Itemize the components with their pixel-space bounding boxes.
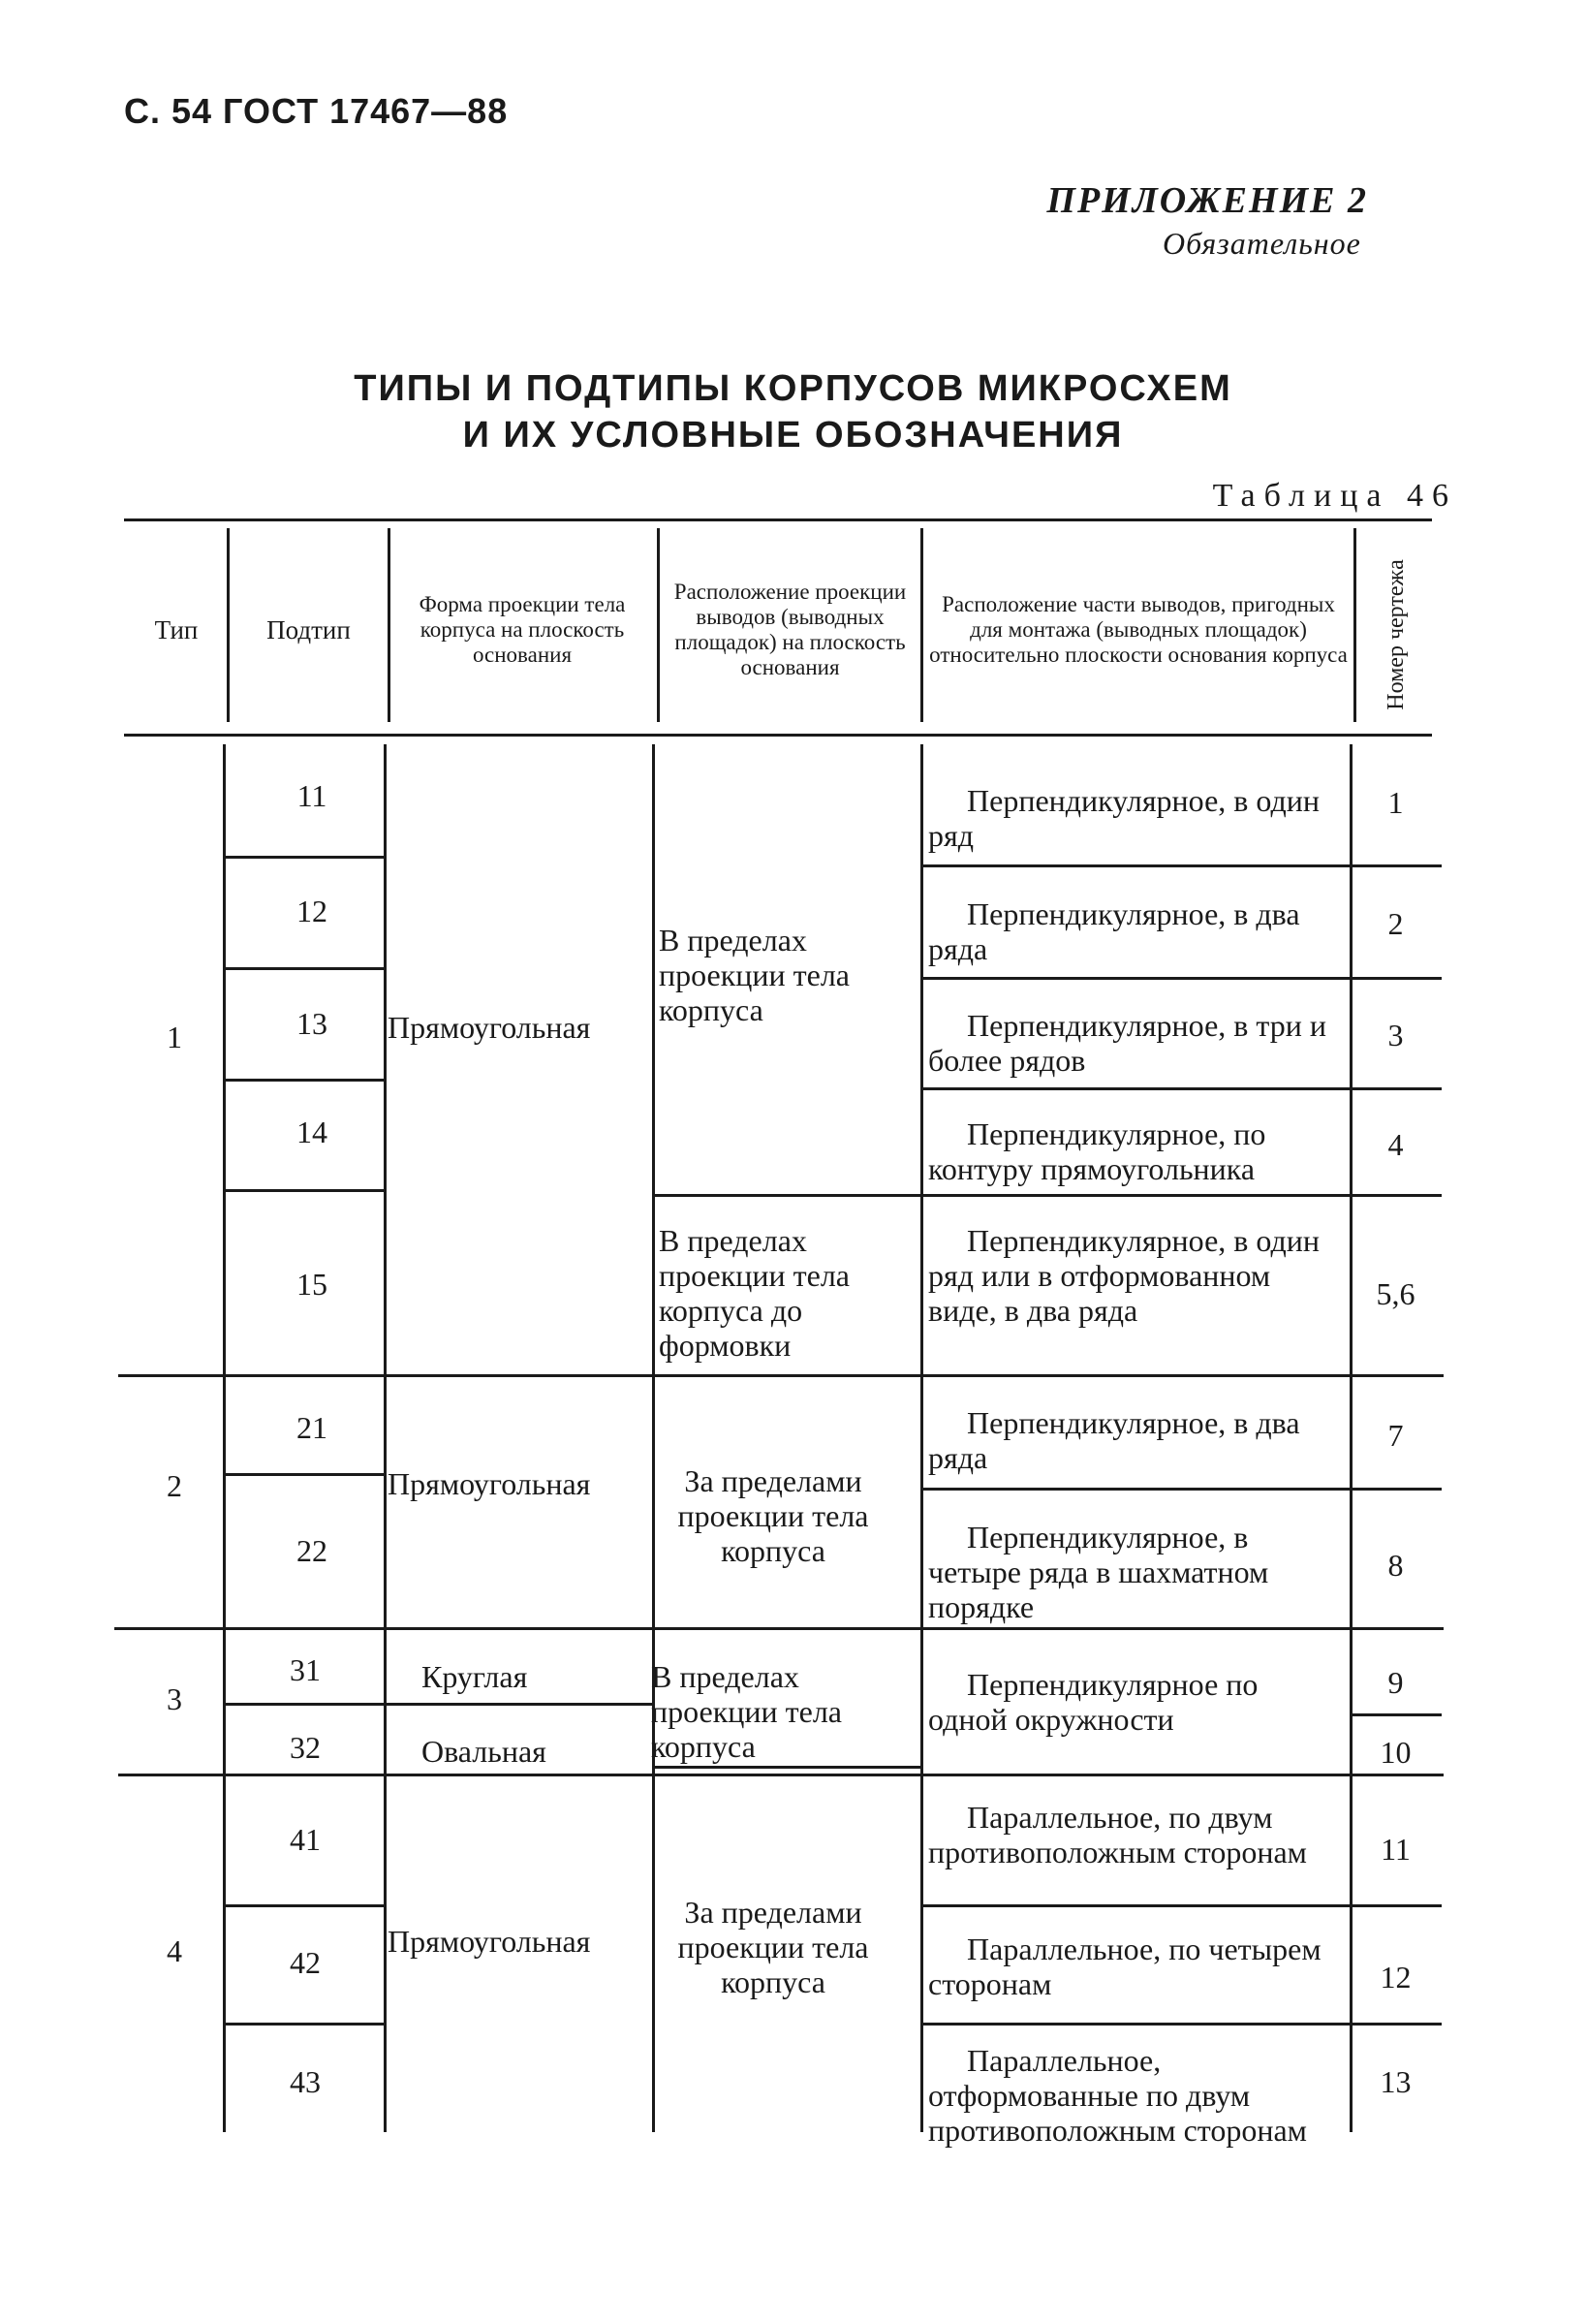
lead-position-cell: За пределами проекции тела корпуса (677, 1895, 869, 1999)
drawing-number-cell: 7 (1387, 1418, 1404, 1453)
header-subtype: Подтип (266, 615, 351, 644)
lead-position-cell: В пределах проекции тела корпуса до формовки (659, 1223, 850, 1363)
header-lead-projection: Расположение проекции выводов (выводных площадок) на плоскость основания (673, 580, 907, 679)
shape-separator (386, 1703, 654, 1706)
mount-position-cell: Параллельное, отформованные по двум противоположным сторонам (928, 2043, 1307, 2148)
row-separator (922, 1488, 1442, 1491)
mount-position-cell: Перпендикулярное, в один ряд (928, 783, 1320, 853)
mount-position-cell: Перпендикулярное, в три и более рядов (928, 1008, 1326, 1078)
body-shape-cell: Прямоугольная (388, 1466, 591, 1501)
header-divider (388, 528, 390, 722)
header-type: Тип (154, 615, 199, 644)
lead-position-cell: В пределах проекции тела корпуса (659, 923, 850, 1027)
body-divider (223, 744, 226, 2132)
lead-position-cell: За пределами проекции тела корпуса (677, 1463, 869, 1568)
subtype-cell: 42 (290, 1945, 321, 1980)
body-divider (652, 744, 655, 2132)
subtype-cell: 41 (290, 1822, 321, 1857)
body-shape-cell: Круглая (421, 1659, 528, 1694)
body-divider (920, 744, 923, 2132)
body-shape-cell: Прямоугольная (388, 1010, 591, 1045)
appendix-title: ПРИЛОЖЕНИЕ 2 (1046, 180, 1368, 221)
row-separator (922, 864, 1442, 867)
page-header: С. 54 ГОСТ 17467—88 (124, 91, 509, 131)
subtype-separator (225, 1473, 386, 1476)
subtype-separator (225, 856, 386, 859)
mount-position-cell: Перпендикулярное, в два ряда (928, 896, 1300, 966)
drawing-number-cell: 8 (1387, 1548, 1404, 1583)
subtype-cell: 43 (290, 2064, 321, 2099)
mount-position-cell: Перпендикулярное по одной окружности (928, 1667, 1259, 1737)
subtype-separator (225, 1189, 386, 1192)
subtype-separator (225, 1703, 386, 1706)
mount-position-cell: Перпендикулярное, в два ряда (928, 1405, 1300, 1475)
mount-position-cell: Перпендикулярное, по контуру прямоугольника (928, 1116, 1266, 1186)
drawing-number-cell: 9 (1387, 1665, 1404, 1700)
header-drawing-number-text: Номер чертежа (1383, 559, 1409, 710)
lead-separator (654, 1766, 922, 1769)
subtype-separator (225, 1079, 386, 1082)
drawing-number-cell: 13 (1380, 2064, 1412, 2099)
drawing-number-cell: 10 (1380, 1735, 1412, 1770)
table-header-rule (124, 734, 1432, 737)
subtype-separator (225, 1904, 386, 1907)
subtype-cell: 22 (296, 1533, 327, 1568)
body-shape-cell: Овальная (421, 1734, 546, 1769)
drawing-number-cell: 1 (1387, 785, 1404, 820)
drawing-number-cell: 3 (1387, 1018, 1404, 1052)
subtype-cell: 14 (296, 1115, 327, 1149)
subtype-cell: 21 (296, 1410, 327, 1445)
subtype-cell: 13 (296, 1006, 327, 1041)
mount-position-cell: Перпендикулярное, в четыре ряда в шахматном порядке (928, 1520, 1269, 1624)
document-title-line-1: ТИПЫ И ПОДТИПЫ КОРПУСОВ МИКРОСХЕМ (354, 368, 1232, 409)
drawing-number-cell: 4 (1387, 1127, 1404, 1162)
header-body-projection: Форма проекции тела корпуса на плоскость основания (419, 592, 626, 667)
mount-position-cell: Параллельное, по двум противоположным сторонам (928, 1800, 1307, 1869)
row-separator (922, 2023, 1442, 2026)
lead-position-cell: В пределах проекции тела корпуса (651, 1659, 842, 1764)
type-cell: 1 (167, 1020, 182, 1054)
type-cell: 4 (167, 1933, 182, 1968)
row-separator (922, 977, 1442, 980)
type-cell: 3 (167, 1681, 182, 1716)
drawing-number-cell: 5,6 (1376, 1276, 1415, 1311)
subtype-cell: 31 (290, 1652, 321, 1687)
table-label: Таблица 46 (1212, 478, 1457, 514)
table-top-rule (124, 518, 1432, 521)
type-separator (114, 1627, 1444, 1630)
appendix-status: Обязательное (1163, 226, 1361, 261)
body-shape-cell: Прямоугольная (388, 1924, 591, 1959)
drawing-number-cell: 12 (1380, 1960, 1412, 1994)
document-title-line-2: И ИХ УСЛОВНЫЕ ОБОЗНАЧЕНИЯ (462, 415, 1124, 455)
header-mount-position: Расположение части выводов, пригодных для монтажа (выводных площадок) относительно плоскости основания корпуса (929, 592, 1348, 667)
mount-position-cell: Параллельное, по четырем сторонам (928, 1931, 1322, 2001)
type-separator (118, 1374, 1444, 1377)
subtype-cell: 12 (296, 894, 327, 928)
row-separator (922, 1194, 1442, 1197)
body-divider (384, 744, 387, 2132)
subtype-cell: 11 (296, 778, 327, 813)
header-divider (1353, 528, 1356, 722)
subtype-separator (225, 967, 386, 970)
drawing-separator (1352, 1713, 1442, 1716)
mount-position-cell: Перпендикулярное, в один ряд или в отформованном виде, в два ряда (928, 1223, 1320, 1328)
subtype-cell: 15 (296, 1267, 327, 1302)
drawing-number-cell: 2 (1387, 906, 1404, 941)
drawing-number-cell: 11 (1381, 1832, 1411, 1867)
row-separator (922, 1087, 1442, 1090)
subtype-separator (225, 2023, 386, 2026)
body-divider (1350, 744, 1353, 2132)
type-cell: 2 (167, 1468, 182, 1503)
row-separator (922, 1904, 1442, 1907)
type-separator (118, 1774, 1444, 1776)
header-drawing-number (1359, 538, 1432, 732)
lead-separator (654, 1194, 922, 1197)
subtype-cell: 32 (290, 1730, 321, 1765)
